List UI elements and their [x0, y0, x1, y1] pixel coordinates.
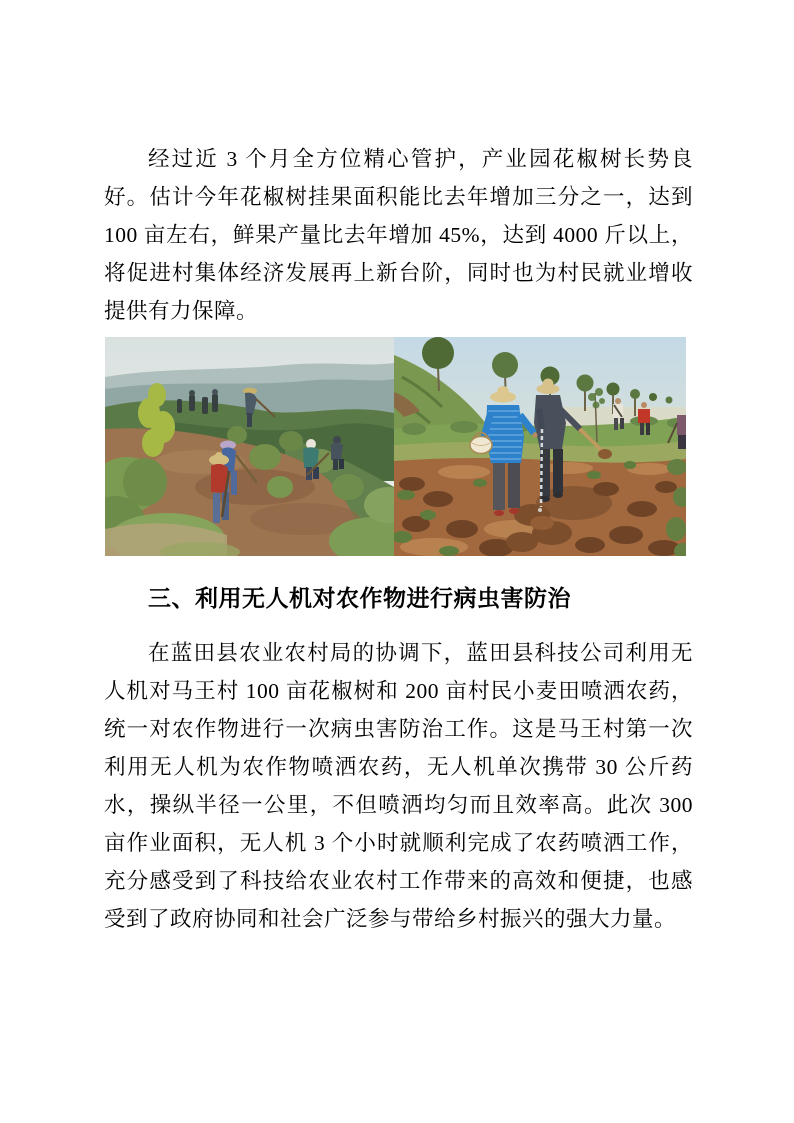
hillside-field-work-illustration: [105, 337, 394, 556]
photo-villagers-planting: [394, 337, 686, 556]
section-heading-drone-pest-control: 三、利用无人机对农作物进行病虫害防治: [148, 585, 571, 611]
photo-villagers-hoeing: [105, 337, 394, 556]
field-planting-watering-illustration: [394, 337, 686, 556]
photo-row: [105, 337, 686, 556]
paragraph-pepper-growth: 经过近 3 个月全方位精心管护，产业园花椒树长势良好。估计今年花椒树挂果面积能比去年增加三分之一，达到 100 亩左右，鲜果产量比去年增加 45%，达到 4000 斤以上，将促进村集体经济发展再上新台阶，同时也为村民就业增收提供有力保障。: [104, 147, 693, 323]
paragraph-drone-spraying: 在蓝田县农业农村局的协调下，蓝田县科技公司利用无人机对马王村 100 亩花椒树和 200 亩村民小麦田喷洒农药，统一对农作物进行一次病虫害防治工作。这是马王村第一次利用无人机为农作物喷洒农药，无人机单次携带 30 公斤药水，操纵半径一公里，不但喷洒均匀而且效率高。此次 300 亩作业面积，无人机 3 个小时就顺利完成了农药喷洒工作，充分感受到了科技给农业农村工作带来的高效和便捷，也感受到了政府协同和社会广泛参与带给乡村振兴的强大力量。: [104, 641, 693, 931]
